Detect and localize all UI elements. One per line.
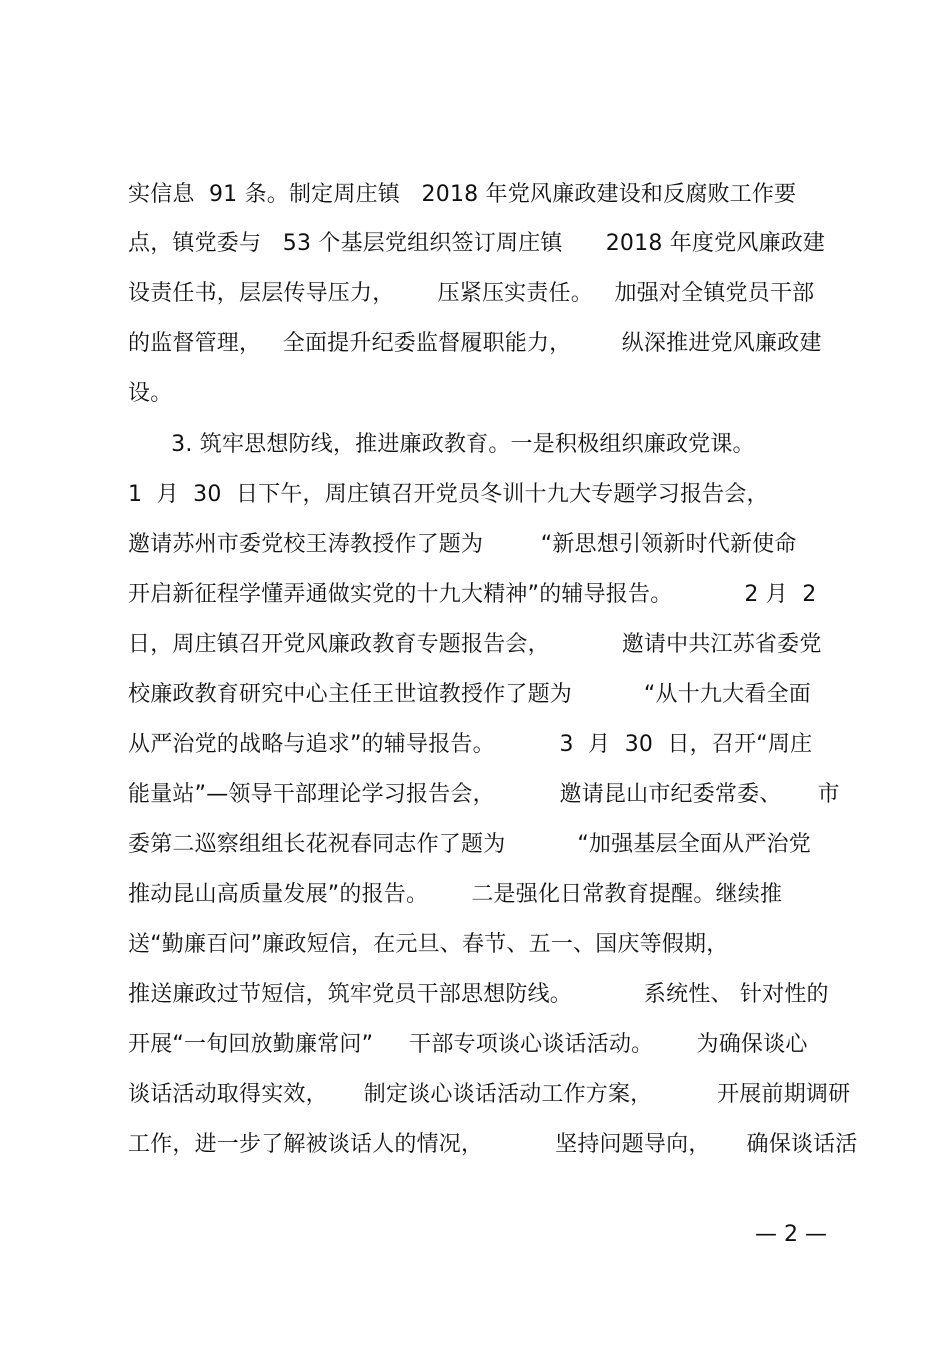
text-line: 能量站”—领导干部理论学习报告会， 邀请昆山市纪委常委、 市 <box>128 782 840 807</box>
text-line: 日，周庄镇召开党风廉政教育专题报告会， 邀请中共江苏省委党 <box>128 632 822 657</box>
text-line: 推动昆山高质量发展”的报告。 二是强化日常教育提醒。继续推 <box>128 882 783 907</box>
text-line: 开启新征程学懂弄通做实党的十九大精神”的辅导报告。 2 月 2 <box>128 582 817 607</box>
text-line: 的监督管理， 全面提升纪委监督履职能力， 纵深推进党风廉政建 <box>128 331 822 356</box>
text-line: 委第二巡察组组长花祝春同志作了题为 “加强基层全面从严治党 <box>128 832 811 857</box>
text-line: 从严治党的战略与追求”的辅导报告。 3 月 30 日，召开“周庄 <box>128 732 813 757</box>
text-line: 3. 筑牢思想防线，推进廉政教育。一是积极组织廉政党课。 <box>128 432 755 457</box>
text-line: 设。 <box>128 381 173 406</box>
text-line: 校廉政教育研究中心主任王世谊教授作了题为 “从十九大看全面 <box>128 682 811 707</box>
text-line: 送“勤廉百问”廉政短信，在元旦、春节、五一、国庆等假期， <box>128 932 729 957</box>
text-line: 设责任书，层层传导压力， 压紧压实责任。 加强对全镇党员干部 <box>128 281 815 306</box>
text-line: 1 月 30 日下午，周庄镇召开党员冬训十九大专题学习报告会， <box>128 482 769 507</box>
page-number: — 2 — <box>755 1222 827 1247</box>
text-line: 邀请苏州市委党校王涛教授作了题为 “新思想引领新时代新使命 <box>128 532 797 557</box>
text-line: 实信息 91 条。制定周庄镇 2018 年党风廉政建设和反腐败工作要 <box>128 182 797 207</box>
text-line: 点，镇党委与 53 个基层党组织签订周庄镇 2018 年度党风廉政建 <box>128 231 826 256</box>
text-line: 推送廉政过节短信，筑牢党员干部思想防线。 系统性、 针对性的 <box>128 982 829 1007</box>
text-line: 工作，进一步了解被谈话人的情况， 坚持问题导向， 确保谈话活 <box>128 1132 858 1157</box>
text-line: 开展“一旬回放勤廉常问” 干部专项谈心谈话活动。 为确保谈心 <box>128 1032 808 1057</box>
text-line: 谈话活动取得实效， 制定谈心谈话活动工作方案， 开展前期调研 <box>128 1082 851 1107</box>
